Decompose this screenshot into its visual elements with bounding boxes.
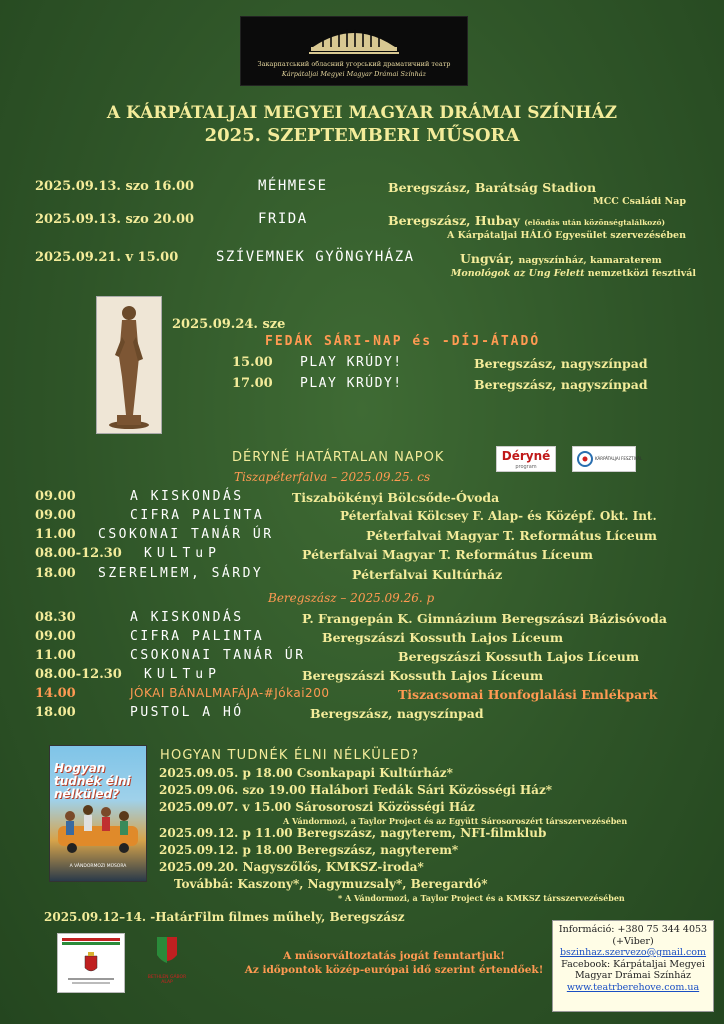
event-2-title: FRIDA [258, 211, 308, 227]
contact-email-link[interactable]: bszinhaz.szervezo@gmail.com [559, 947, 707, 958]
festival-logo [572, 446, 643, 472]
statue-photo [96, 296, 162, 434]
day2-row-5-place: Tiszacsomai Honfoglalási Emlékpark [398, 687, 658, 702]
day1-row-3-place: Péterfalvai Magyar T. Református Líceum [366, 528, 658, 543]
day2-row-3-title: CSOKONAI TANÁR ÚR [130, 648, 306, 663]
film-poster [49, 745, 147, 882]
day1-row-3-title: CSOKONAI TANÁR ÚR [98, 527, 274, 542]
deryne-logo-text: Déryné [501, 449, 551, 463]
fedak-heading: FEDÁK SÁRI-NAP és -DÍJ-ÁTADÓ [265, 334, 541, 349]
event-3-festival-label: nemzetközi fesztivál [587, 268, 696, 279]
theatre-logo [240, 16, 468, 86]
page-title: A KÁRPÁTALJAI MEGYEI MAGYAR DRÁMAI SZÍNHÁZ [106, 103, 618, 123]
event-3-note [451, 268, 696, 279]
day2-row-1-place: P. Frangepán K. Gimnázium Beregszászi Bázisóvoda [302, 611, 667, 626]
logo-line-2: Kárpátaljai Megyei Magyar Drámai Színház [281, 70, 427, 78]
bethlen-logo-text: BETHLEN GÁBOR ALAP [147, 975, 187, 985]
notice-2: Az időpontok közép-európai idő szerint értendőek! [244, 964, 544, 976]
day1-row-5-title: SZERELMEM, SÁRDY [98, 566, 264, 581]
film-line-1: 2025.09.05. p 18.00 Csonkapapi Kultúrház* [159, 766, 453, 780]
day2-row-6-title: PUSTOL A HÓ [130, 705, 244, 720]
day2-subtitle: Beregszász – 2025.09.26. p [268, 591, 435, 605]
poster-people-icon [50, 796, 146, 856]
film-note-2: * A Vándormozi, a Taylor Project és a KMKSZ társszervezésében [338, 893, 625, 903]
fedak-date: 2025.09.24. sze [172, 317, 286, 332]
contact-viber: (+Viber) [612, 935, 654, 947]
event-3-place-main: Ungvár, [460, 251, 515, 266]
coat-of-arms-icon [58, 934, 124, 992]
fedak-row-2-time: 17.00 [232, 376, 273, 391]
film-heading: HOGYAN TUDNÉK ÉLNI NÉLKÜLED? [160, 748, 420, 763]
day1-row-3-time: 11.00 [35, 527, 76, 542]
day1-row-2-time: 09.00 [35, 508, 76, 523]
day2-row-4-place: Beregszászi Kossuth Lajos Líceum [302, 668, 544, 683]
contact-facebook-2: Magyar Drámai Színház [574, 970, 692, 981]
day1-row-2-title: CIFRA PALINTA [130, 508, 265, 523]
event-3-place-note: nagyszínház, kamaraterem [518, 255, 662, 266]
film-line-4: 2025.09.12. p 11.00 Beregszász, nagyterem, NFI-filmklub [159, 826, 547, 840]
day1-row-5-time: 18.00 [35, 566, 76, 581]
day2-row-2-time: 09.00 [35, 629, 76, 644]
day1-row-4-place: Péterfalvai Magyar T. Református Líceum [302, 547, 594, 562]
contact-facebook-1: Facebook: Kárpátaljai Megyei [561, 958, 705, 970]
day1-subtitle: Tiszapéterfalva – 2025.09.25. cs [234, 470, 431, 484]
contact-box [552, 920, 714, 1012]
day2-row-6-place: Beregszász, nagyszínpad [310, 706, 484, 721]
statue-figure-icon [97, 297, 161, 433]
day2-row-2-place: Beregszászi Kossuth Lajos Líceum [322, 630, 564, 645]
deryne-program-logo [496, 446, 556, 472]
film-line-5: 2025.09.12. p 18.00 Beregszász, nagyterem* [159, 843, 459, 857]
page-subtitle: 2025. SZEPTEMBERI MŰSORA [204, 125, 520, 146]
day2-row-4-title: KULTuP [144, 667, 221, 682]
deryne-heading: DÉRYNÉ HATÁRTALAN NAPOK [232, 450, 445, 465]
day2-row-1-title: A KISKONDÁS [130, 610, 244, 625]
day2-row-3-time: 11.00 [35, 648, 76, 663]
fedak-row-1-title: PLAY KRÚDY! [300, 355, 403, 370]
fedak-row-1-place: Beregszász, nagyszínpad [474, 356, 648, 371]
day1-row-4-title: KULTuP [144, 546, 221, 561]
hatarfilm-line: 2025.09.12–14. -HatárFilm filmes műhely, Beregszász [44, 910, 405, 924]
day2-row-6-time: 18.00 [35, 705, 76, 720]
poster-title: Hogyan tudnék élni nélküled? [54, 761, 131, 801]
event-3-festival-name: Monológok az Ung Felett [450, 268, 585, 279]
event-3-title: SZÍVEMNEK GYÖNGYHÁZA [216, 249, 415, 265]
film-line-2: 2025.09.06. szo 19.00 Halábori Fedák Sári Közösségi Ház* [159, 783, 553, 797]
event-1-title: MÉHMESE [258, 178, 328, 194]
event-1-note: MCC Családi Nap [593, 196, 686, 207]
day2-row-5-time: 14.00 [35, 686, 76, 701]
theatre-building-icon [309, 25, 399, 57]
day2-row-2-title: CIFRA PALINTA [130, 629, 265, 644]
film-line-3: 2025.09.07. v 15.00 Sárosoroszi Közösségi Ház [159, 800, 475, 814]
event-2-place [388, 213, 665, 228]
event-2-place-note: (előadás után közönségtalálkozó) [524, 218, 666, 227]
contact-website-link[interactable]: www.teatrberehove.com.ua [566, 981, 700, 993]
event-2-date: 2025.09.13. szo 20.00 [35, 212, 195, 227]
fedak-row-2-place: Beregszász, nagyszínpad [474, 377, 648, 392]
ministry-logo [57, 933, 125, 993]
bethlen-gabor-logo [144, 933, 190, 991]
day2-row-1-time: 08.30 [35, 610, 76, 625]
day1-row-1-title: A KISKONDÁS [130, 489, 244, 504]
poster-caption: A VÁNDORMOZI MŰSORA [69, 864, 127, 869]
deryne-logo-sub: program [515, 464, 537, 470]
film-note-1: A Vándormozi, a Taylor Project és az Együtt Sárosoroszért társszervezésében [283, 816, 628, 826]
festival-logo-text: KÁRPÁTALJAI FESZTIVÁL [595, 456, 643, 461]
logo-line-1: Закарпатський обласний угорський драматичний театр [257, 60, 451, 68]
film-line-7: Továbbá: Kaszony*, Nagymuzsaly*, Beregardó* [174, 877, 488, 891]
day1-row-1-time: 09.00 [35, 489, 76, 504]
day2-row-5-title: JÓKAI BÁNALMAFÁJA-#Jókai200 [130, 686, 330, 700]
day1-row-2-place: Péterfalvai Kölcsey F. Alap- és Középf. Okt. Int. [340, 509, 657, 523]
event-2-note: A Kárpátaljai HÁLÓ Egyesület szervezésében [447, 230, 686, 241]
fedak-row-2-title: PLAY KRÚDY! [300, 376, 403, 391]
day1-row-4-time: 08.00-12.30 [35, 546, 122, 561]
contact-phone: Információ: +380 75 344 4053 [558, 924, 708, 935]
day2-row-3-place: Beregszászi Kossuth Lajos Líceum [398, 649, 640, 664]
event-1-date: 2025.09.13. szo 16.00 [35, 179, 195, 194]
event-3-place [460, 251, 662, 266]
fedak-row-1-time: 15.00 [232, 355, 273, 370]
day1-row-1-place: Tiszabökényi Bölcsőde-Óvoda [292, 490, 500, 505]
day1-row-5-place: Péterfalvai Kultúrház [352, 567, 503, 582]
event-1-place: Beregszász, Barátság Stadion [388, 180, 597, 195]
day2-row-4-time: 08.00-12.30 [35, 667, 122, 682]
event-3-date: 2025.09.21. v 15.00 [35, 250, 179, 265]
notice-1: A műsorváltoztatás jogát fenntartjuk! [283, 950, 505, 962]
film-line-6: 2025.09.20. Nagyszőlős, KMKSZ-iroda* [159, 860, 424, 874]
event-2-place-main: Beregszász, Hubay [388, 213, 520, 228]
